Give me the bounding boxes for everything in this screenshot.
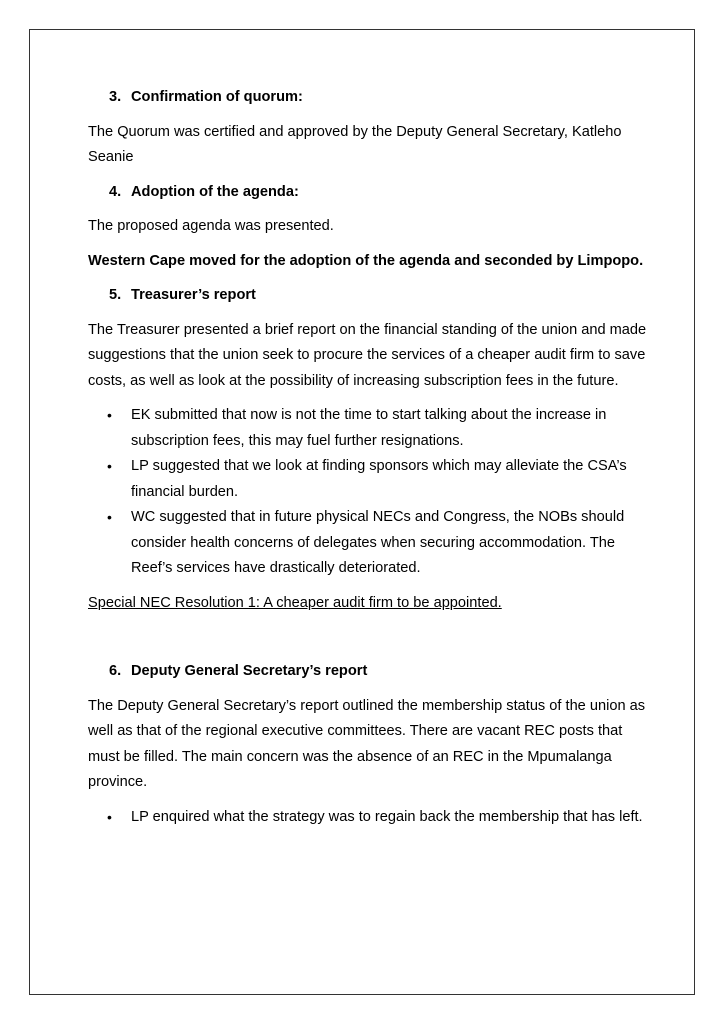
section-number: 4. xyxy=(109,183,122,200)
section-heading-dgs xyxy=(88,659,648,685)
section-title: Adoption of the agenda: xyxy=(131,183,299,200)
section-title: Deputy General Secretary’s report xyxy=(131,663,368,679)
spacer xyxy=(88,625,648,659)
agenda-paragraph: The proposed agenda was presented. xyxy=(88,218,334,234)
dgs-bullet-list xyxy=(88,805,648,831)
section-heading-treasurer xyxy=(88,283,648,309)
treasurer-paragraph: The Treasurer presented a brief report on the financial standing of the union and made suggestions that the union seek to procure the services of a cheaper audit firm to save costs, as well as look at the possibility of increasing subscription fees in the future. xyxy=(88,321,647,389)
treasurer-bullet-list xyxy=(88,403,648,582)
bullet-icon: • xyxy=(107,808,112,825)
agenda-motion: Western Cape moved for the adoption of the agenda and seconded by Limpopo. xyxy=(88,252,644,269)
list-item xyxy=(88,403,648,454)
treasurer-resolution: Special NEC Resolution 1: A cheaper audit firm to be appointed. xyxy=(88,594,502,611)
document-body xyxy=(88,85,648,839)
section-number: 3. xyxy=(109,89,122,105)
list-item xyxy=(88,805,648,831)
list-item xyxy=(88,454,648,505)
section-number: 6. xyxy=(109,663,122,679)
list-item-text: LP suggested that we look at finding sponsors which may alleviate the CSA’s financial burden. xyxy=(131,458,627,500)
section-heading-agenda xyxy=(88,180,648,206)
list-item-text: EK submitted that now is not the time to start talking about the increase in subscription fees, this may fuel further resignations. xyxy=(131,407,607,449)
section-title: Confirmation of quorum: xyxy=(131,89,303,105)
bullet-icon: • xyxy=(107,407,112,423)
section-heading-quorum xyxy=(88,85,648,111)
list-item-text: LP enquired what the strategy was to regain back the membership that has left. xyxy=(131,808,643,825)
dgs-paragraph: The Deputy General Secretary’s report outlined the membership status of the union as well as that of the regional executive committees. There are vacant REC posts that must be filled. The main concern was the absence of an REC in the Mpumalanga province. xyxy=(88,697,646,790)
list-item-text: WC suggested that in future physical NECs and Congress, the NOBs should consider health concerns of delegates when securing accommodation. The Reef’s services have drastically deteriorated. xyxy=(131,509,625,576)
quorum-paragraph: The Quorum was certified and approved by the Deputy General Secretary, Katleho Seanie xyxy=(88,123,622,165)
list-item xyxy=(88,505,648,582)
bullet-icon: • xyxy=(107,509,112,525)
bullet-icon: • xyxy=(107,458,112,474)
section-number: 5. xyxy=(109,287,122,303)
section-title: Treasurer’s report xyxy=(131,287,256,303)
